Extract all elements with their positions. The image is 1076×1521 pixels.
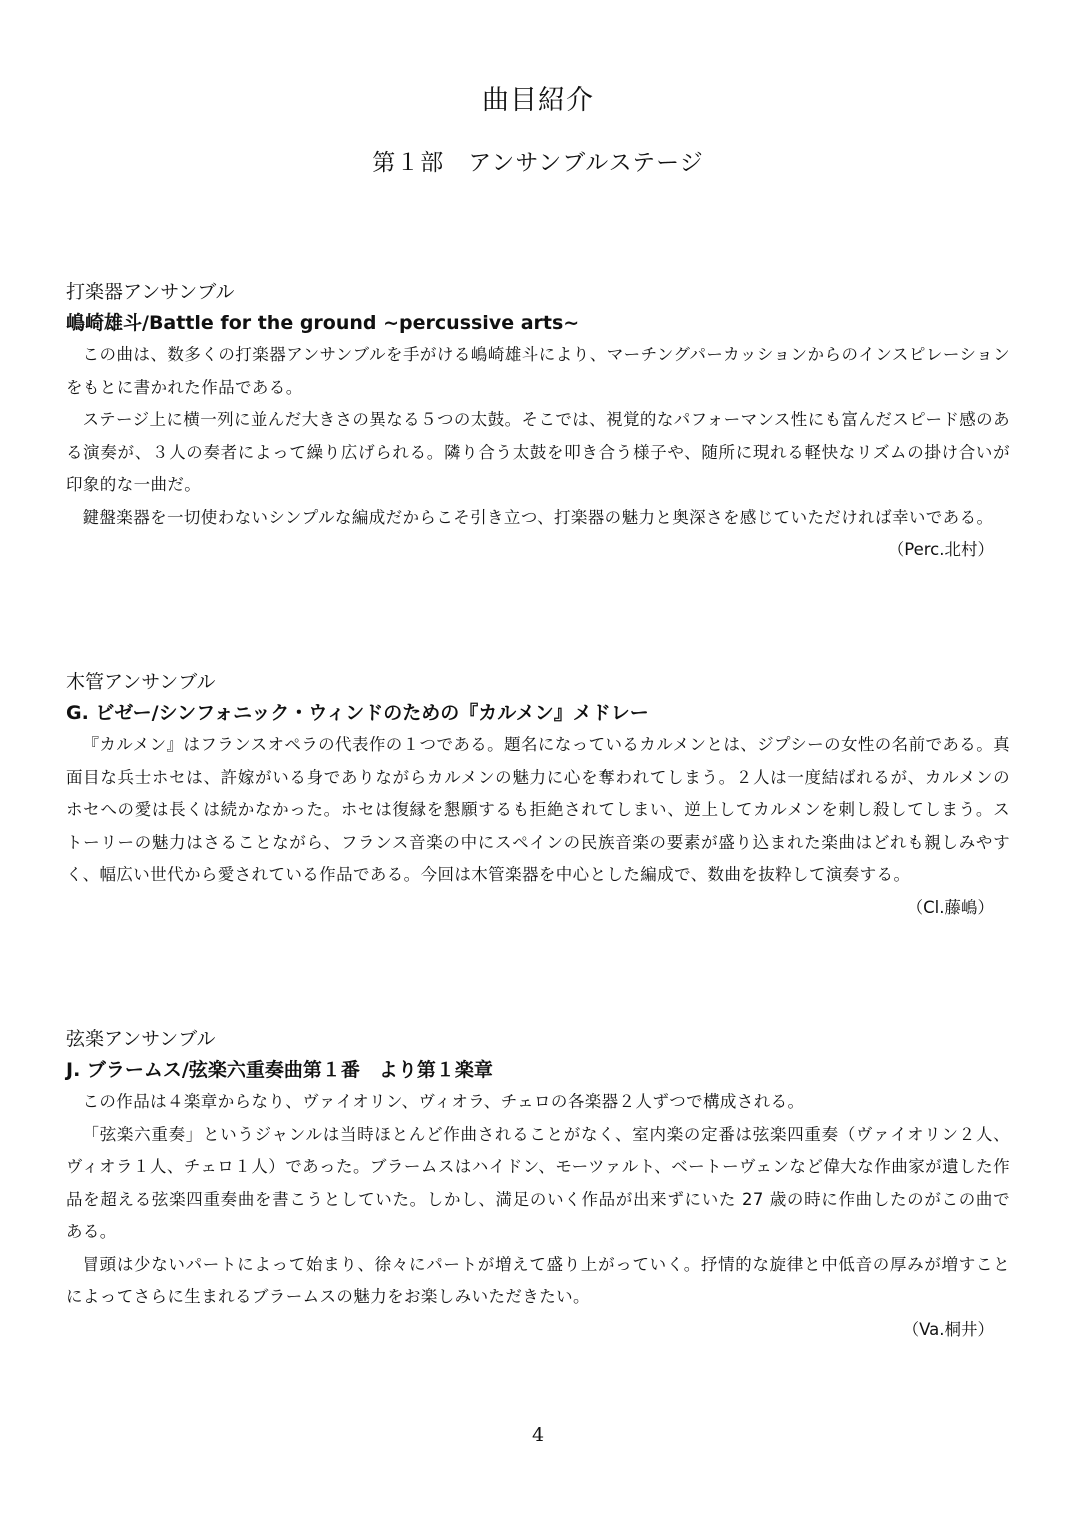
paragraph: この作品は４楽章からなり、ヴァイオリン、ヴィオラ、チェロの各楽器２人ずつで構成される。: [82, 1092, 805, 1111]
piece-title: 嶋崎雄斗/Battle for the ground ~percussive arts~: [66, 312, 580, 334]
author-credit: （Perc.北村）: [887, 540, 994, 559]
piece-title: G. ビゼー/シンフォニック・ウィンドのための『カルメン』メドレー: [66, 702, 649, 724]
paragraph: 冒頭は少ないパートによって始まり、徐々にパートが増えて盛り上がっていく。抒情的な旋律と中低音の厚みが増すことによってさらに生まれるブラームスの魅力をお楽しみいただきたい。: [66, 1254, 1010, 1306]
page-title: 曲目紹介: [482, 85, 594, 116]
section-heading: 木管アンサンブル: [66, 671, 216, 693]
author-credit: （Va.桐井）: [902, 1319, 994, 1339]
paragraph: 「弦楽六重奏」というジャンルは当時ほとんど作曲されることがなく、室内楽の定番は弦楽四重奏（ヴァイオリン２人、ヴィオラ１人、チェロ１人）であった。ブラームスはハイドン、モーツァルト、ベートーヴェンなど偉大な作曲家が遺した作品を超える弦楽四重奏曲を書こうとしていた。しかし、満足のいく作品が出来ずにいた 27 歳の時に作曲したのがこの曲である。: [66, 1124, 1010, 1241]
paragraph: 鍵盤楽器を一切使わないシンプルな編成だからこそ引き立つ、打楽器の魅力と奥深さを感じていただければ幸いである。: [82, 507, 994, 527]
paragraph: ステージ上に横一列に並んだ大きさの異なる５つの太鼓。そこでは、視覚的なパフォーマンス性にも富んだスピード感のある演奏が、３人の奏者によって繰り広げられる。隣り合う太鼓を叩き合う様子や、随所に現れる軽快なリズムの掛け合いが印象的な一曲だ。: [66, 410, 1010, 494]
section-heading: 打楽器アンサンブル: [66, 281, 235, 303]
paragraph: この曲は、数多くの打楽器アンサンブルを手がける嶋崎雄斗により、マーチングパーカッションからのインスピレーションをもとに書かれた作品である。: [66, 345, 1010, 397]
section-heading: 弦楽アンサンブル: [66, 1028, 216, 1050]
piece-title: J. ブラームス/弦楽六重奏曲第１番 より第１楽章: [66, 1059, 493, 1081]
paragraph: 『カルメン』はフランスオペラの代表作の１つである。題名になっているカルメンとは、ジプシーの女性の名前である。真面目な兵士ホセは、許嫁がいる身でありながらカルメンの魅力に心を奪われてしまう。２人は一度結ばれるが、カルメンのホセへの愛は長くは続かなかった。ホセは復縁を懇願するも拒絶されてしまい、逆上してカルメンを刺し殺してしまう。ストーリーの魅力はさることながら、フランス音楽の中にスペインの民族音楽の要素が盛り込まれた楽曲はどれも親しみやすく、幅広い世代から愛されている作品である。今回は木管楽器を中心とした編成で、数曲を抜粋して演奏する。: [66, 735, 1010, 884]
section-percussion: [66, 278, 1010, 566]
section-woodwind: [66, 668, 1010, 924]
section-strings: [66, 1025, 1010, 1346]
page-number: 4: [531, 1424, 545, 1446]
page-subtitle: 第１部 アンサンブルステージ: [372, 150, 704, 176]
author-credit: （Cl.藤嶋）: [906, 897, 994, 917]
